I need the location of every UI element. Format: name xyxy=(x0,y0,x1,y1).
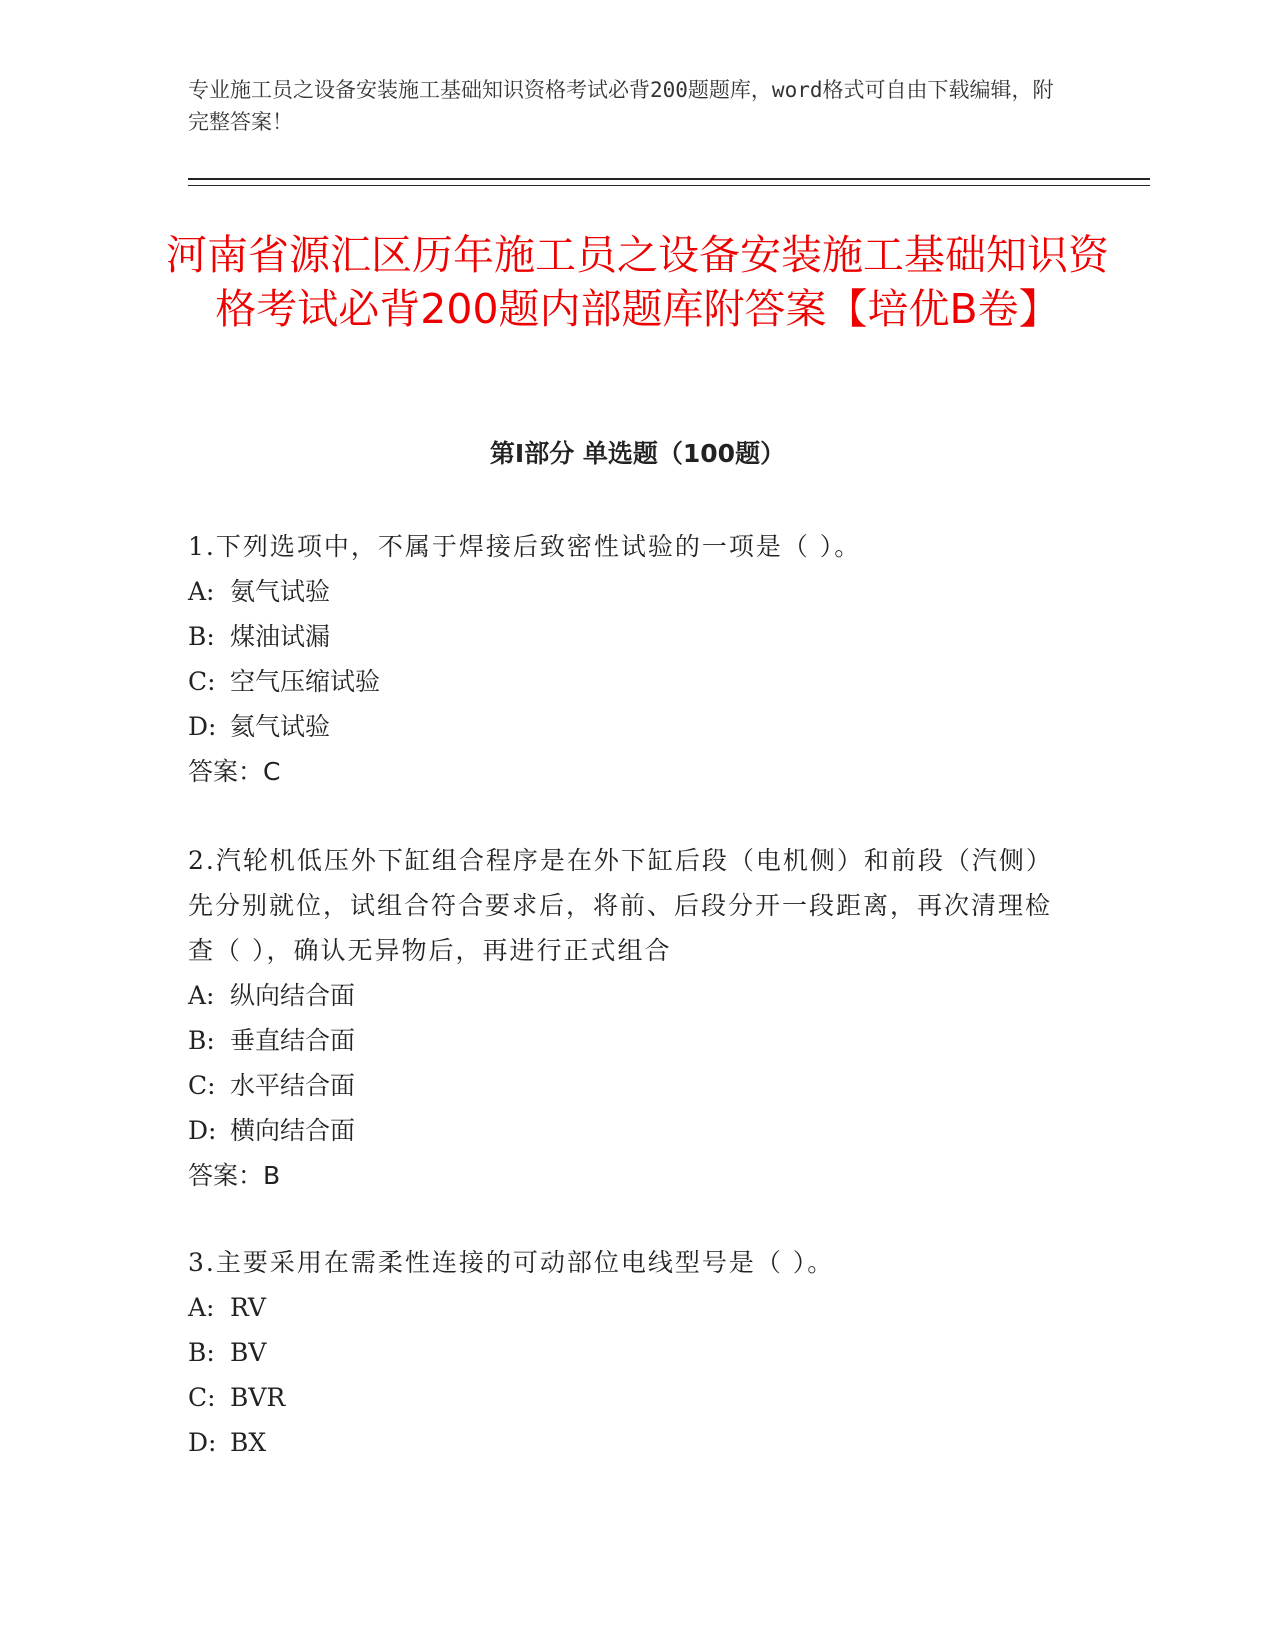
option-text: 空气压缩试验 xyxy=(230,667,381,696)
option-c xyxy=(188,1375,1068,1420)
option-b xyxy=(188,614,1068,659)
option-a xyxy=(188,973,1068,1018)
option-d xyxy=(188,1108,1068,1153)
option-text: BX xyxy=(230,1428,267,1457)
question-stem: 3.主要采用在需柔性连接的可动部位电线型号是（ ）。 xyxy=(188,1248,835,1277)
option-key: A: xyxy=(188,981,215,1010)
question-3 xyxy=(188,1240,1068,1465)
option-key: C: xyxy=(188,667,216,696)
option-c xyxy=(188,1063,1068,1108)
option-text: 煤油试漏 xyxy=(230,622,331,651)
option-b xyxy=(188,1018,1068,1063)
answer-text: 答案：B xyxy=(188,1161,281,1190)
option-key: D: xyxy=(188,1428,217,1457)
option-text: 纵向结合面 xyxy=(230,981,356,1010)
option-key: A: xyxy=(188,1293,215,1322)
option-a xyxy=(188,569,1068,614)
option-key: B: xyxy=(188,1338,215,1367)
option-text: 水平结合面 xyxy=(230,1071,356,1100)
answer-text: 答案：C xyxy=(188,757,281,786)
document-title: 河南省源汇区历年施工员之设备安装施工基础知识资格考试必背200题内部题库附答案【培优B卷】 xyxy=(166,231,1109,333)
header-divider-thick xyxy=(188,178,1150,180)
option-text: 氦气试验 xyxy=(230,712,331,741)
option-c xyxy=(188,659,1068,704)
option-key: C: xyxy=(188,1071,216,1100)
option-a xyxy=(188,1285,1068,1330)
option-text: BV xyxy=(230,1338,267,1367)
option-b xyxy=(188,1330,1068,1375)
option-key: B: xyxy=(188,1026,215,1055)
option-key: D: xyxy=(188,1116,217,1145)
option-key: C: xyxy=(188,1383,216,1412)
option-text: 横向结合面 xyxy=(230,1116,356,1145)
header-note: 专业施工员之设备安装施工基础知识资格考试必背200题题库，word格式可自由下载编辑，附完整答案！ xyxy=(188,78,1054,134)
header-divider-thin xyxy=(188,185,1150,186)
question-2 xyxy=(188,838,1068,1198)
option-text: 氨气试验 xyxy=(230,577,331,606)
option-key: B: xyxy=(188,622,215,651)
option-d xyxy=(188,1420,1068,1465)
question-1 xyxy=(188,524,1068,794)
option-key: A: xyxy=(188,577,215,606)
section-heading: 第Ⅰ部分 单选题（100题） xyxy=(489,439,786,468)
option-text: RV xyxy=(230,1293,266,1322)
question-stem: 2.汽轮机低压外下缸组合程序是在外下缸后段（电机侧）和前段（汽侧）先分别就位，试组合符合要求后，将前、后段分开一段距离，再次清理检查（ ），确认无异物后，再进行正式组合 xyxy=(188,846,1053,965)
option-d xyxy=(188,704,1068,749)
option-text: BVR xyxy=(230,1383,286,1412)
option-key: D: xyxy=(188,712,217,741)
option-text: 垂直结合面 xyxy=(230,1026,356,1055)
question-stem: 1.下列选项中，不属于焊接后致密性试验的一项是（ ）。 xyxy=(188,532,862,561)
